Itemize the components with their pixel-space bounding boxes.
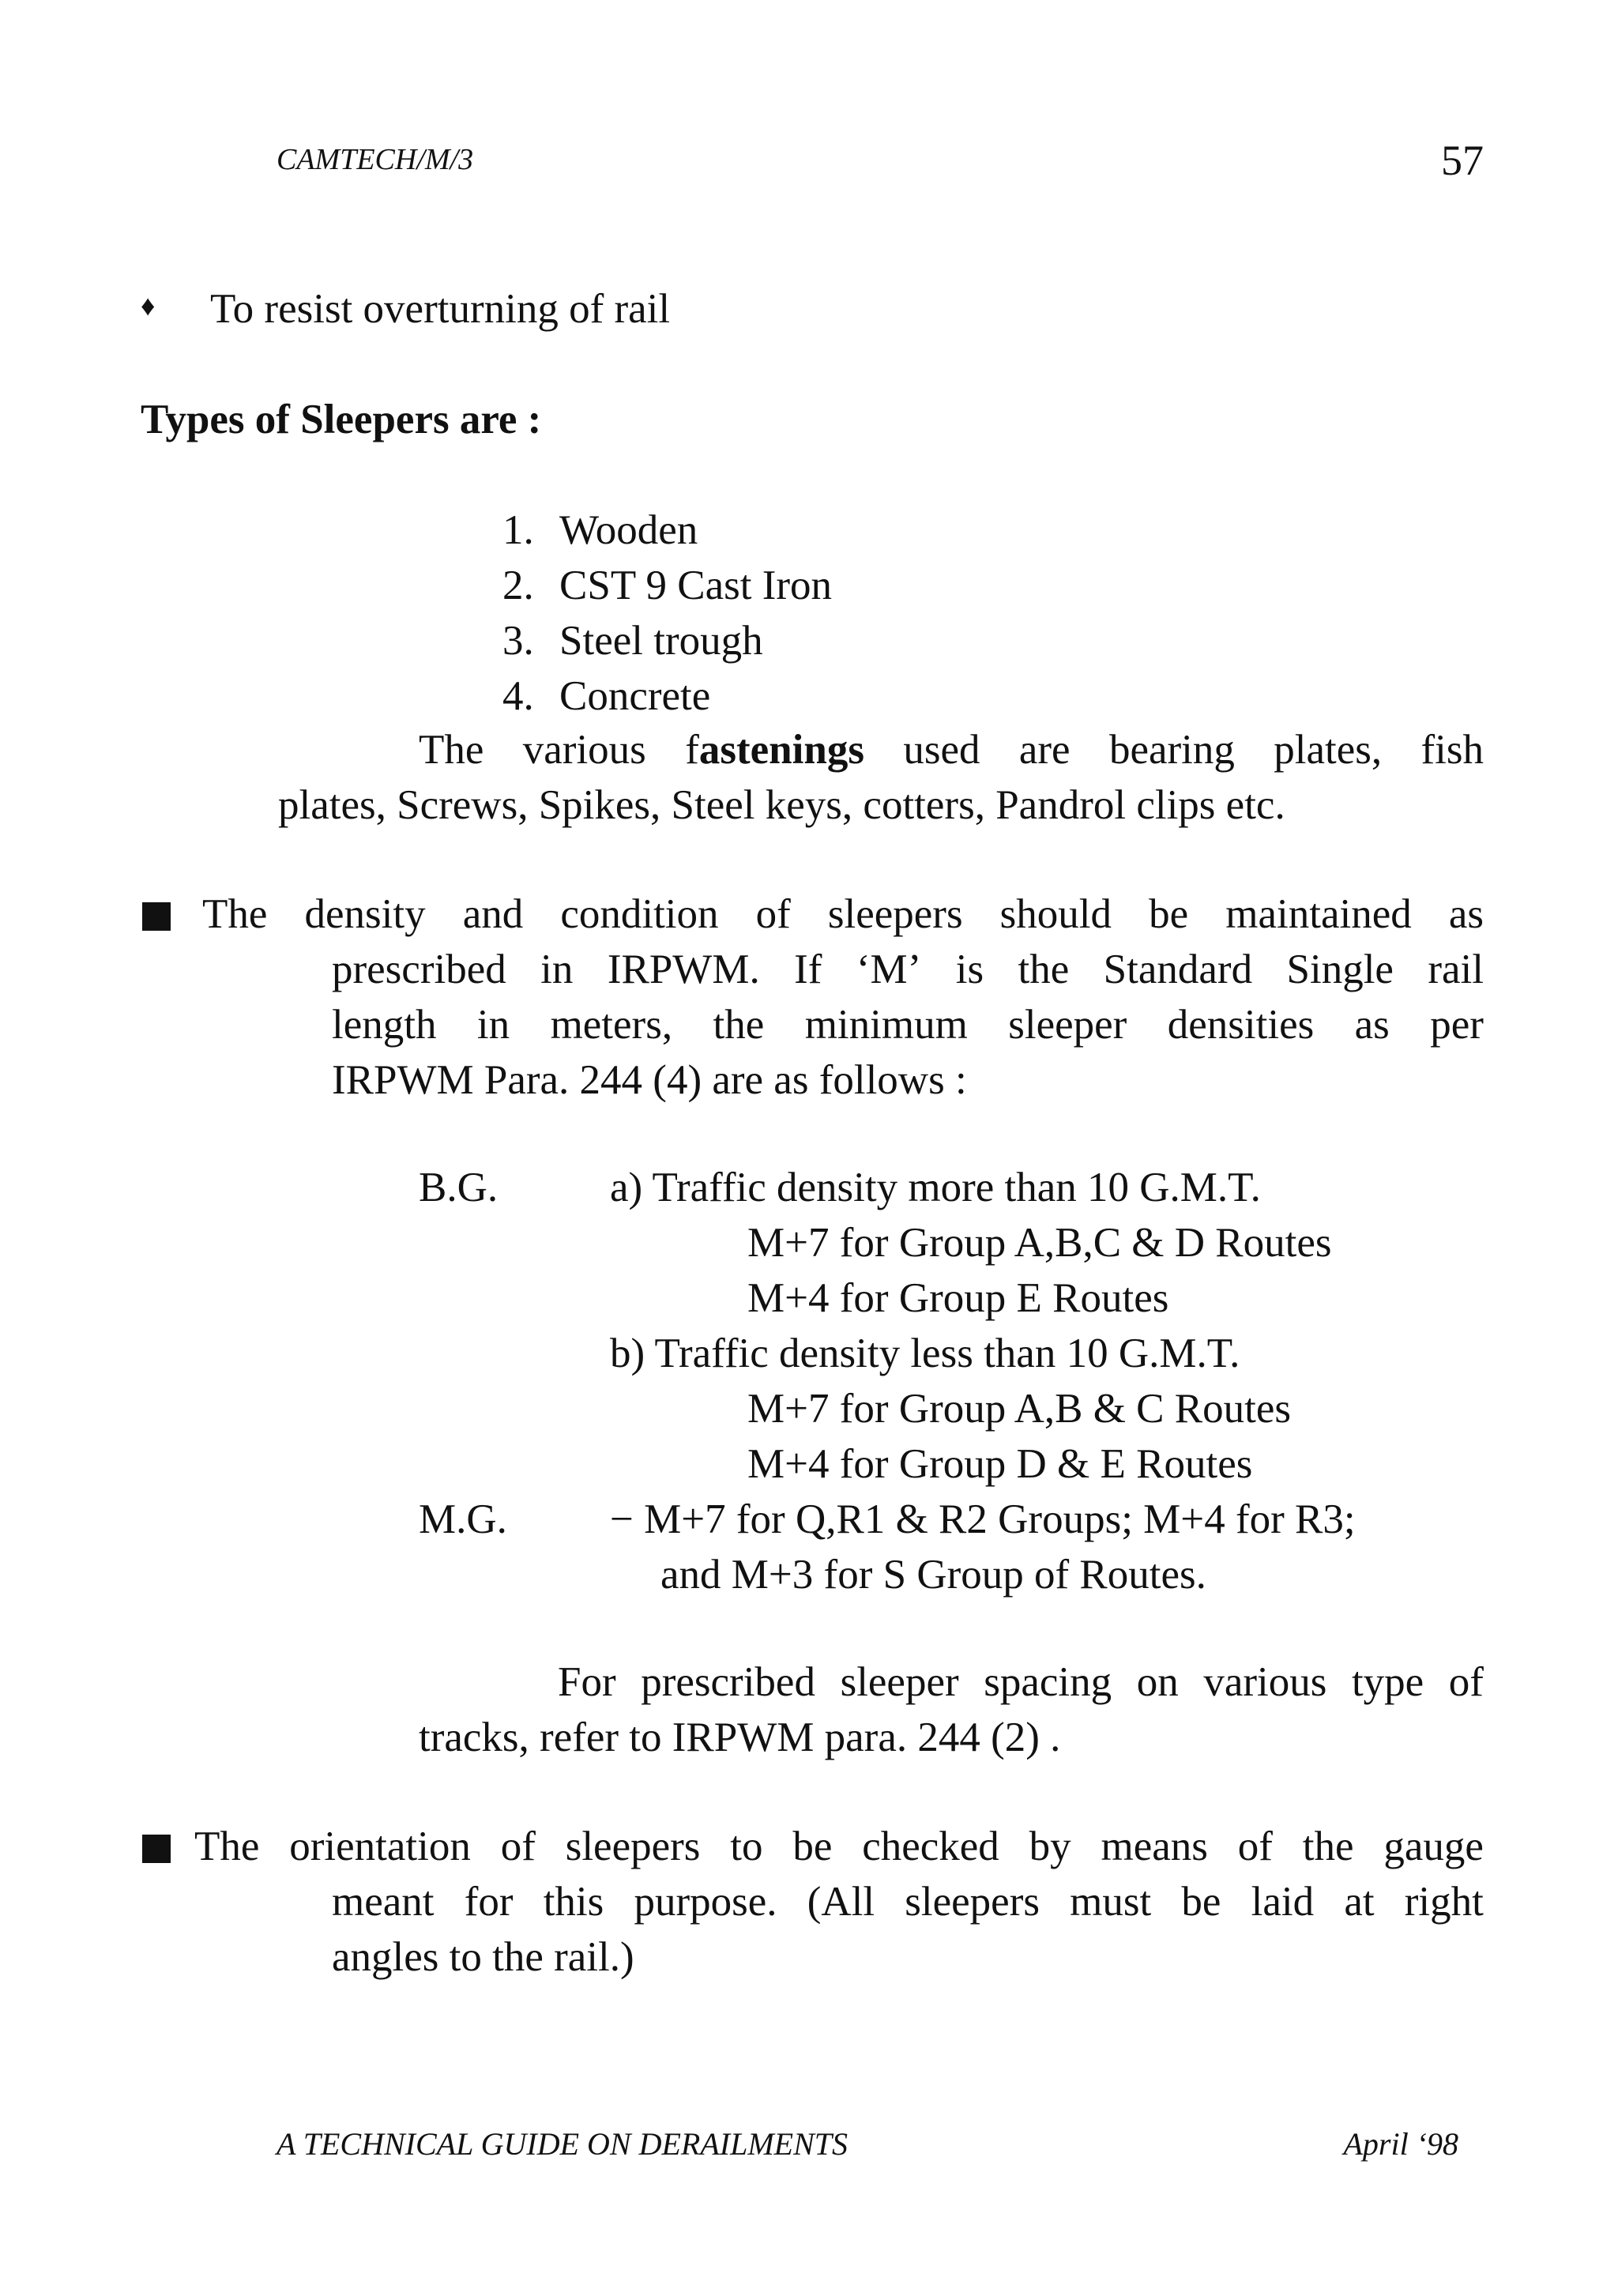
density-row: M+4 for Group D & E Routes — [747, 1441, 1253, 1487]
fastenings-line-1 — [419, 722, 1484, 777]
bg-condition-b: b) Traffic density less than 10 G.M.T. — [610, 1331, 1240, 1376]
list-item — [502, 613, 832, 668]
list-item — [502, 558, 832, 613]
word: The — [419, 727, 484, 773]
mg-density-line-2: and M+3 for S Group of Routes. — [660, 1552, 1206, 1598]
word: bearing — [1108, 727, 1235, 773]
density-line-2: prescribed in IRPWM. If ‘M’ is the Standard Single rail — [332, 947, 1484, 992]
footer-title: A TECHNICAL GUIDE ON DERAILMENTS — [277, 2126, 849, 2162]
orientation-line-3: angles to the rail.) — [332, 1934, 634, 1980]
word: used — [903, 727, 980, 773]
bg-label: B.G. — [419, 1165, 499, 1210]
page-number: 57 — [1441, 137, 1484, 184]
document-code: CAMTECH/M/3 — [277, 143, 474, 176]
density-line-3: length in meters, the minimum sleeper densities as per — [332, 1002, 1484, 1048]
list-label: CST 9 Cast Iron — [559, 563, 833, 608]
section-heading: Types of Sleepers are : — [141, 397, 542, 442]
diamond-bullet-icon: ♦ — [141, 290, 156, 322]
list-label: Concrete — [559, 673, 711, 719]
resist-overturning-text: To resist overturning of rail — [210, 286, 671, 332]
list-number: 1. — [502, 507, 534, 553]
mg-label: M.G. — [419, 1496, 507, 1542]
spacing-line-2: tracks, refer to IRPWM para. 244 (2) . — [419, 1714, 1061, 1760]
word: fish — [1420, 727, 1484, 773]
square-bullet-icon — [142, 902, 171, 931]
density-line-1: The density and condition of sleepers should be maintained as — [202, 891, 1484, 937]
density-row: M+4 for Group E Routes — [747, 1275, 1169, 1321]
list-number: 4. — [502, 673, 534, 719]
word: are — [1018, 727, 1071, 773]
mg-density-line-1: − M+7 for Q,R1 & R2 Groups; M+4 for R3; — [610, 1496, 1356, 1542]
orientation-line-2: meant for this purpose. (All sleepers must be laid at right — [332, 1879, 1484, 1925]
list-item — [502, 502, 832, 558]
word: plates, — [1274, 727, 1383, 773]
density-line-4: IRPWM Para. 244 (4) are as follows : — [332, 1057, 967, 1103]
fastenings-term: fastenings — [685, 727, 864, 773]
footer-date: April ‘98 — [1343, 2126, 1458, 2162]
list-number: 3. — [502, 618, 534, 664]
list-label: Steel trough — [559, 618, 763, 664]
square-bullet-icon — [142, 1835, 171, 1863]
orientation-line-1: The orientation of sleepers to be checked by means of the gauge — [194, 1824, 1484, 1869]
bg-condition-a: a) Traffic density more than 10 G.M.T. — [610, 1165, 1261, 1210]
density-row: M+7 for Group A,B,C & D Routes — [747, 1220, 1332, 1266]
fastenings-line-2: plates, Screws, Spikes, Steel keys, cotters, Pandrol clips etc. — [278, 782, 1285, 828]
density-row: M+7 for Group A,B & C Routes — [747, 1386, 1291, 1432]
list-number: 2. — [502, 563, 534, 608]
sleeper-types-list — [502, 502, 832, 724]
spacing-line-1: For prescribed sleeper spacing on various type of — [558, 1659, 1484, 1705]
word: various — [522, 727, 646, 773]
list-label: Wooden — [559, 507, 698, 553]
list-item — [502, 668, 832, 724]
